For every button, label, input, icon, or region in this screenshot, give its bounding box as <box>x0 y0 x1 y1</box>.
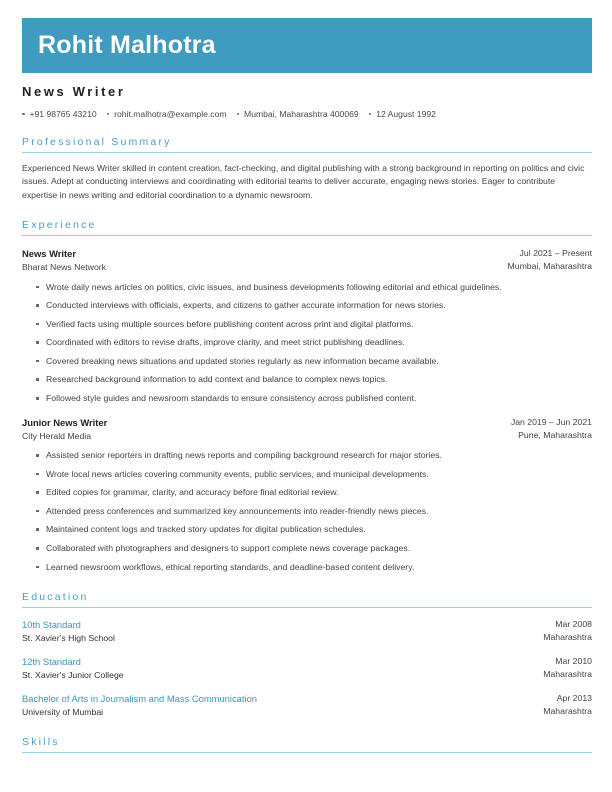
section-professional-summary <box>22 136 592 202</box>
experience-entry-header <box>22 247 592 273</box>
education-entry-right <box>543 692 592 718</box>
education-entry <box>22 692 592 719</box>
education-degree: 10th Standard <box>22 618 81 630</box>
experience-role: News Writer <box>22 248 77 260</box>
resume-content <box>22 80 592 753</box>
list-item: Wrote daily news articles on politics, civic issues, and business developments following editorial and ethical guidelines. <box>36 281 592 294</box>
contact-address <box>227 109 359 119</box>
contact-birthdate <box>359 109 436 119</box>
list-item: Verified facts using multiple sources before publishing content across print and digital platforms. <box>36 318 592 331</box>
experience-location: Pune, Maharashtra <box>518 429 592 440</box>
list-item: Assisted senior reporters in drafting news reports and compiling background research for major stories. <box>36 449 592 462</box>
education-institution: St. Xavier's Junior College <box>22 669 124 680</box>
education-date: Apr 2013 <box>556 692 592 703</box>
experience-entry-right <box>511 416 592 441</box>
education-location: Maharashtra <box>543 631 592 642</box>
experience-role: Junior News Writer <box>22 417 108 429</box>
section-title-experience: Experience <box>22 219 97 232</box>
contact-address-text: Mumbai, Maharashtra 400069 <box>244 109 359 119</box>
experience-entry <box>22 247 592 405</box>
experience-bullet-list <box>22 281 592 405</box>
education-degree: 12th Standard <box>22 655 81 667</box>
summary-paragraph: Experienced News Writer skilled in content creation, fact-checking, and digital publishing with a strong background in reporting on politics and civic issues. Adept at conducting interviews and coordinating with editorial teams to deliver accurate, engaging news stories. Eager to contribute expertise in news writing and editorial coordination to a dynamic newsroom. <box>22 163 585 200</box>
experience-entry <box>22 416 592 574</box>
bullet-dot-icon <box>369 113 372 116</box>
education-location: Maharashtra <box>543 668 592 679</box>
contact-email <box>97 109 227 119</box>
education-entry <box>22 655 592 682</box>
education-date: Mar 2010 <box>555 655 592 666</box>
education-degree: Bachelor of Arts in Journalism and Mass Communication <box>22 692 257 704</box>
education-entry-right <box>543 655 592 681</box>
education-entry-header <box>22 692 592 719</box>
education-entry-left <box>22 618 115 645</box>
list-item: Learned newsroom workflows, ethical reporting standards, and deadline-based content delivery. <box>36 561 592 574</box>
section-divider <box>22 752 592 753</box>
list-item: Researched background information to add context and balance to complex news topics. <box>36 373 592 386</box>
education-entry-header <box>22 618 592 645</box>
list-item: Maintained content logs and tracked story updates for digital publication schedules. <box>36 523 592 536</box>
section-title-education: Education <box>22 590 89 603</box>
header-banner <box>22 18 592 73</box>
experience-organization: City Herald Media <box>22 430 92 441</box>
list-item: Edited copies for grammar, clarity, and accuracy before final editorial review. <box>36 486 592 499</box>
section-divider <box>22 235 592 236</box>
section-divider <box>22 152 592 153</box>
bullet-dot-icon <box>237 113 240 116</box>
candidate-job-title: News Writer <box>22 84 126 99</box>
list-item: Conducted interviews with officials, experts, and citizens to gather accurate information for news stories. <box>36 299 592 312</box>
experience-entry-left <box>22 416 107 442</box>
list-item: Covered breaking news situations and updated stories regularly as new information became available. <box>36 355 592 368</box>
section-education <box>22 591 592 719</box>
contact-email-text: rohit.malhotra@example.com <box>114 109 227 119</box>
contact-birthdate-text: 12 August 1992 <box>376 109 436 119</box>
experience-dates: Jan 2019 – Jun 2021 <box>510 417 592 428</box>
list-item: Attended press conferences and summarized key announcements into reader-friendly news pieces. <box>36 505 592 518</box>
education-entry <box>22 618 592 645</box>
experience-dates: Jul 2021 – Present <box>519 248 592 259</box>
list-item: Followed style guides and newsroom standards to ensure consistency across published content. <box>36 392 592 405</box>
education-entry-left <box>22 655 124 682</box>
contact-line <box>22 109 592 119</box>
section-title-skills: Skills <box>22 736 60 749</box>
section-skills <box>22 736 592 753</box>
experience-organization: Bharat News Network <box>22 262 107 273</box>
education-institution: University of Mumbai <box>22 707 104 717</box>
section-title-summary: Professional Summary <box>22 136 172 148</box>
experience-entry-right <box>508 247 593 272</box>
candidate-name: Rohit Malhotra <box>38 31 216 59</box>
education-entry-header <box>22 655 592 682</box>
experience-bullet-list <box>22 449 592 573</box>
experience-location: Mumbai, Maharashtra <box>507 261 592 272</box>
bullet-dot-icon <box>107 113 110 116</box>
section-experience <box>22 219 592 573</box>
list-item: Coordinated with editors to revise drafts, improve clarity, and meet strict publishing deadlines. <box>36 336 592 349</box>
education-entry-right <box>543 618 592 644</box>
bullet-dot-icon <box>22 113 25 116</box>
list-item: Wrote local news articles covering community events, public services, and municipal developments. <box>36 468 592 481</box>
education-date: Mar 2008 <box>555 618 592 629</box>
contact-phone <box>22 109 97 119</box>
section-divider <box>22 607 592 608</box>
list-item: Collaborated with photographers and designers to support complete news coverage packages. <box>36 542 592 555</box>
experience-entry-left <box>22 247 106 273</box>
education-institution: St. Xavier's High School <box>22 632 115 643</box>
education-entry-left <box>22 692 257 719</box>
contact-phone-text: +91 98765 43210 <box>29 109 97 119</box>
education-location: Maharashtra <box>543 705 592 716</box>
experience-entry-header <box>22 416 592 442</box>
